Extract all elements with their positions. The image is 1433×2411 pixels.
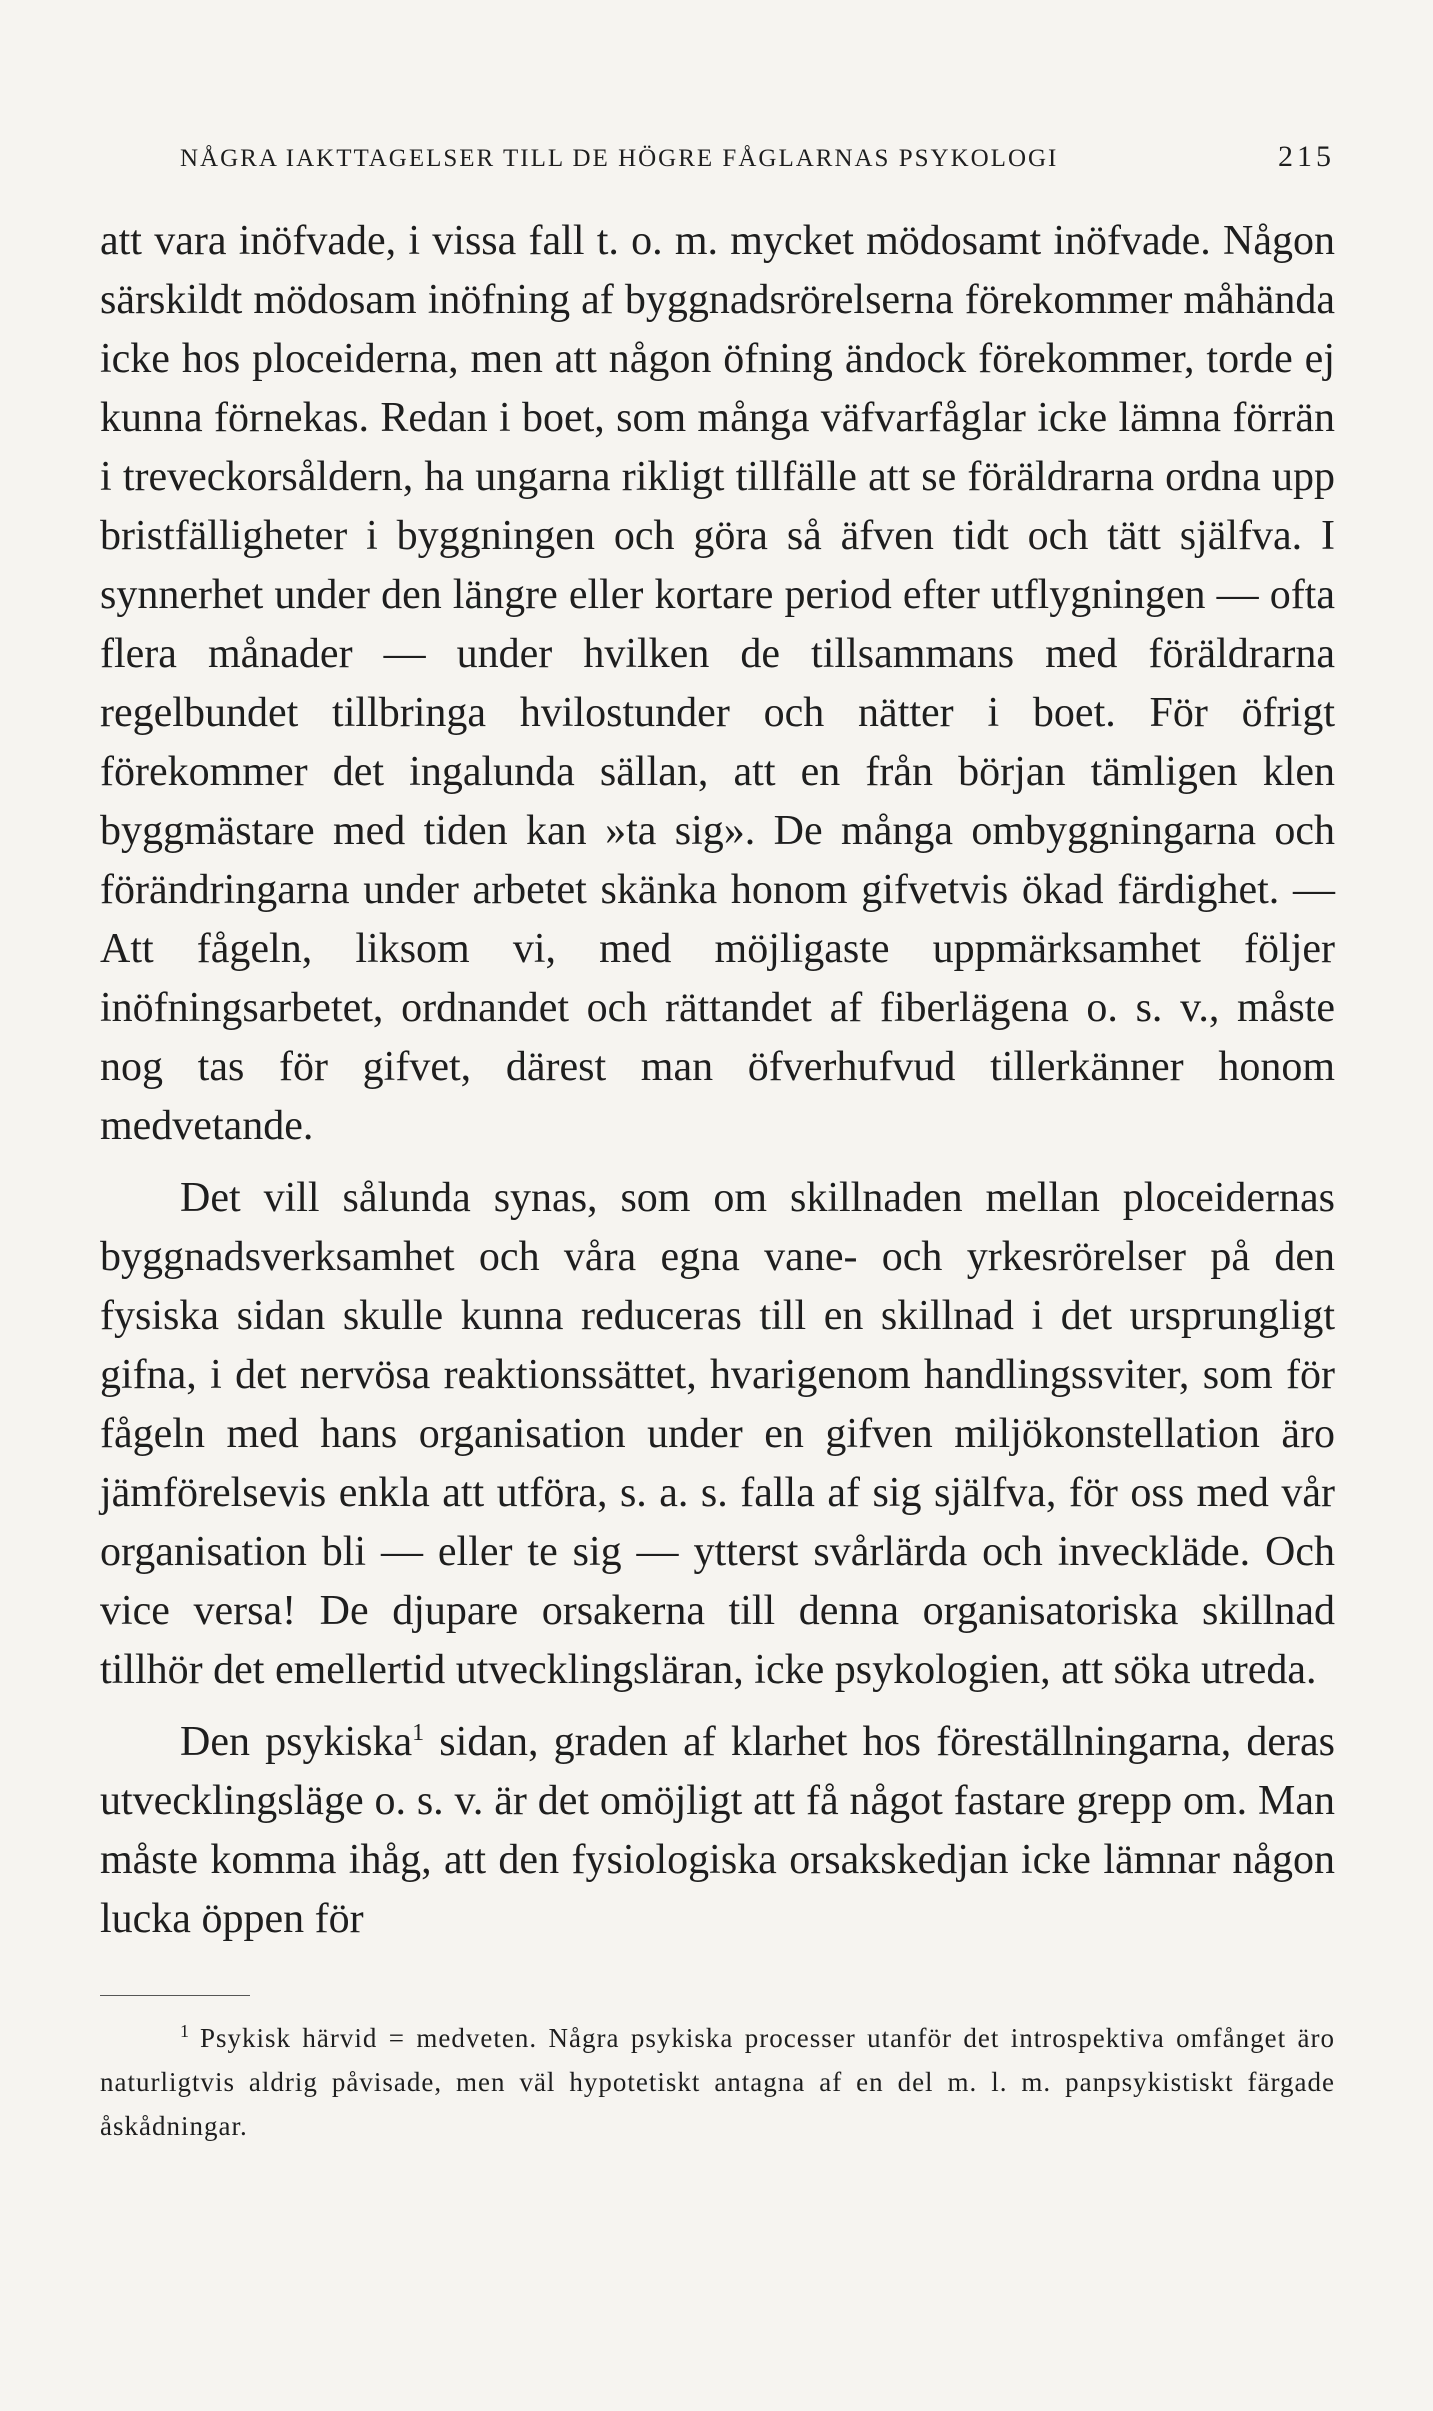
page-number: 215	[1278, 140, 1335, 173]
footnote-reference[interactable]: 1	[412, 1720, 425, 1746]
running-head	[100, 140, 1335, 174]
footnote-text: Psykisk härvid = medveten. Några psykiska processer utanför det introspektiva omfånget äro naturligtvis aldrig påvisade, men väl hypotetiskt antagna af en del m. l. m. panpsykistiskt färgade åskådningar.	[100, 2023, 1335, 2141]
paragraph-2: Det vill sålunda synas, som om skillnaden mellan ploceidernas byggnadsverksamhet och våra egna vane- och yrkesrörelser på den fysiska sidan skulle kunna reduceras till en skillnad i det ursprungligt gifna, i det nervösa reaktionssättet, hvarigenom handlingssviter, som för fågeln med hans organisation under en gifven miljökonstellation äro jämförelsevis enkla att utföra, s. a. s. falla af sig själfva, för oss med vår organisation bli — eller te sig — ytterst svårlärda och inveckläde. Och vice versa! De djupare orsakerna till denna organisatoriska skillnad tillhör det emellertid utvecklingsläran, icke psykologien, att söka utreda.	[100, 1175, 1335, 1693]
paragraph-1: att vara inöfvade, i vissa fall t. o. m. mycket mödosamt inöfvade. Någon särskildt mödosam inöfning af byggnadsrörelserna förekommer måhända icke hos ploceiderna, men att någon öfning ändock förekommer, torde ej kunna förnekas. Redan i boet, som många väfvarfåglar icke lämna förrän i treveckorsåldern, ha ungarna rikligt tillfälle att se föräldrarna ordna upp bristfälligheter i byggningen och göra så äfven tidt och tätt själfva. I synnerhet under den längre eller kortare period efter utflygningen — ofta flera månader — under hvilken de tillsammans med föräldrarna regelbundet tillbringa hvilostunder och nätter i boet. För öfrigt förekommer det ingalunda sällan, att en från början tämligen klen byggmästare med tiden kan »ta sig». De många ombyggningarna och förändringarna under arbetet skänka honom gifvetvis ökad färdighet. — Att fågeln, liksom vi, med möjligaste uppmärksamhet följer inöfningsarbetet, ordnandet och rättandet af fiberlägena o. s. v., måste nog tas för gifvet, därest man öfverhufvud tillerkänner honom medvetande.	[100, 218, 1335, 1149]
running-title: NÅGRA IAKTTAGELSER TILL DE HÖGRE FÅGLARNAS PSYKOLOGI	[180, 145, 1059, 172]
paragraph-3-rest: sidan, graden af klarhet hos föreställningarna, deras utvecklingsläge o. s. v. är det omöjligt att få något fastare grepp om. Man måste komma ihåg, att den fysiologiska orsakskedjan icke lämnar någon lucka öppen för	[100, 1719, 1335, 1942]
footnotes	[100, 2016, 1335, 2148]
body-text	[100, 212, 1335, 1949]
footnote-divider	[100, 1995, 250, 1996]
footnote-1	[100, 2016, 1335, 2148]
book-page	[100, 140, 1335, 2148]
footnote-marker: 1	[180, 2021, 190, 2041]
paragraph-3	[100, 1713, 1335, 1949]
paragraph-3-start: Den psykiska	[180, 1719, 413, 1765]
